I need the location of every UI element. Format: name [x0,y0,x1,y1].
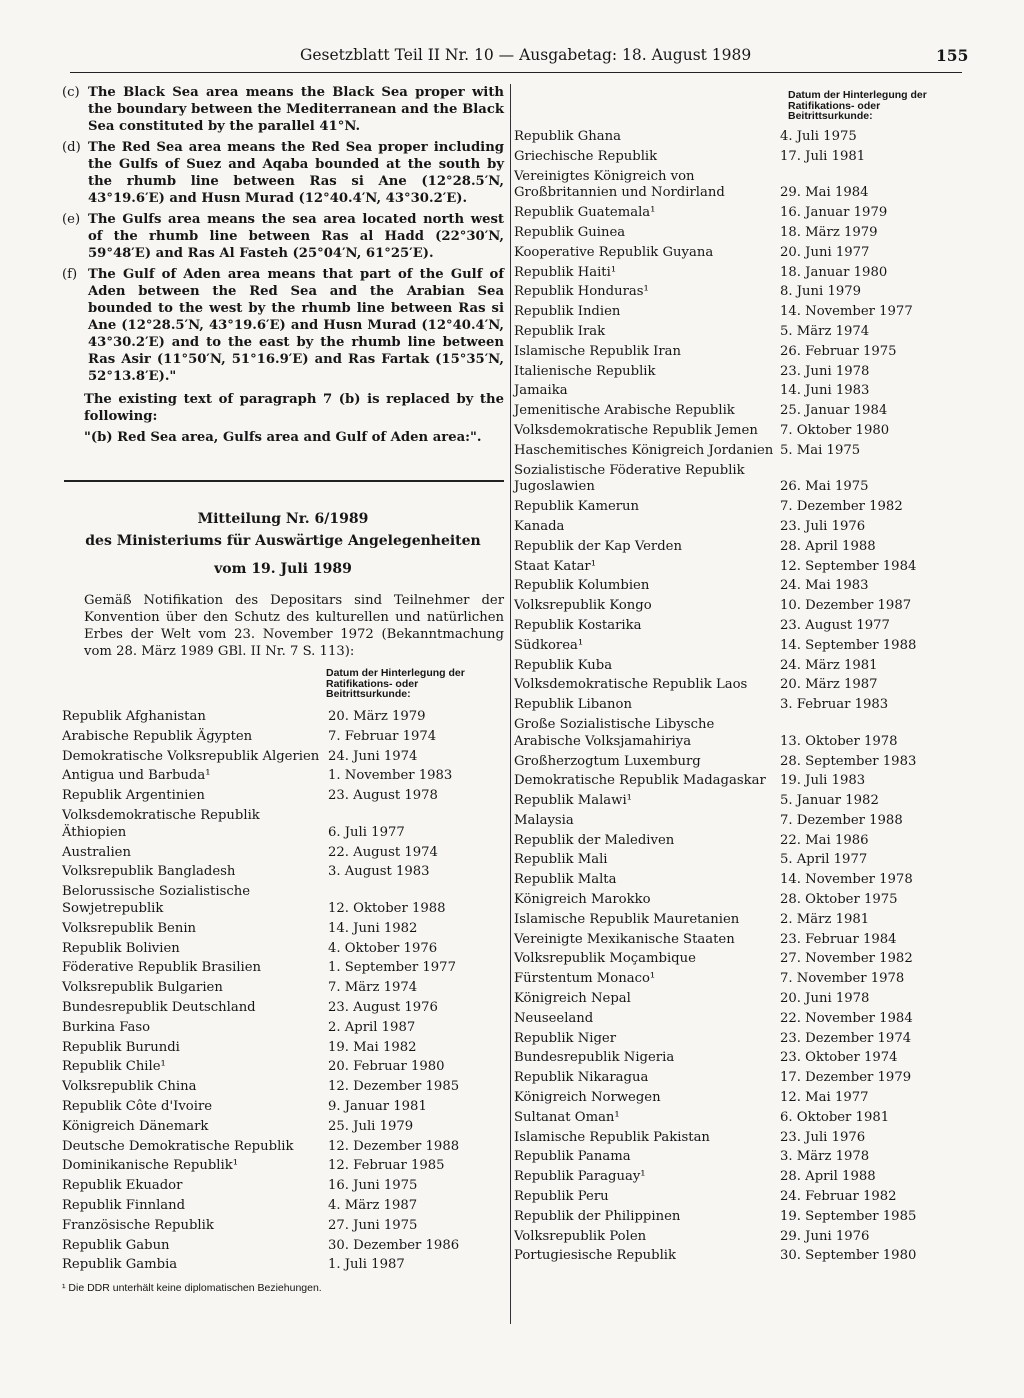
country-name: Arabische Republik Ägypten [62,728,253,744]
table-row [514,715,964,752]
deposit-date: 4. Juli 1975 [780,129,857,144]
deposit-date: 20. Juni 1978 [780,991,870,1007]
deposit-date: 14. Juni 1983 [780,383,870,399]
table-row [62,806,504,843]
country-name: Sultanat Oman¹ [514,1109,620,1125]
table-row [514,402,964,422]
country-name: Königreich Marokko [514,892,651,908]
party-table-right [514,128,964,1267]
country-name: Bundesrepublik Nigeria [514,1050,675,1066]
table-row [514,204,964,224]
table-row [62,1038,504,1058]
deposit-date: 24. Juni 1974 [328,748,418,764]
country-name: Republik Panama [514,1149,631,1165]
deposit-date: 29. Juni 1976 [780,1228,870,1244]
deposit-date: 2. April 1987 [328,1019,416,1035]
country-name: Demokratische Republik Madagaskar [514,773,766,789]
deposit-date: 23. August 1978 [328,788,438,804]
deposit-date: 28. September 1983 [780,753,917,769]
deposit-date: 20. Februar 1980 [328,1059,445,1075]
table-row [62,1157,504,1177]
table-row [514,1128,964,1148]
country-name: Volksrepublik China [62,1079,197,1095]
table-row [514,382,964,402]
country-name: Bundesrepublik Deutschland [62,999,256,1015]
table-row [62,1018,504,1038]
country-name: Volksrepublik Moçambique [514,951,696,967]
table-row [514,1089,964,1109]
country-name: Republik Paraguay¹ [514,1169,646,1185]
country-name: Volksrepublik Polen [514,1228,647,1244]
table-row [62,1216,504,1236]
amendment-text: The Gulf of Aden area means that part of the Gulf of Aden between the Red Sea and the Arabian Sea bounded to the west by the rhumb line between Ras si Ane (12°28.5′N, 43°19.6′E) and Husn Murad (12°40.4′N, 43°30.2′E) and to the east by the rhumb line between Ras Asir (11°50′N, 51°16.9′E) and Ras Fartak (15°35′N, 52°13.8′E)." [88,267,504,384]
table-row [62,979,504,999]
country-name: Portugiesische Republik [514,1248,677,1264]
amendment-d [62,139,504,207]
amendment-text: The Red Sea area means the Red Sea proper including the Gulfs of Suez and Aqaba bounded at the south by the rhumb line between Ras si Ane (12°28.5′N, 43°19.6′E) and Husn Murad (12°40.4′N, 43°30.2′E). [88,140,504,206]
deposit-date: 8. Juni 1979 [780,284,862,300]
deposit-date: 6. Oktober 1981 [780,1109,890,1125]
table-row [62,747,504,767]
country-name: Republik Argentinien [62,788,205,804]
deposit-date: 24. Mai 1983 [780,578,869,594]
deposit-date: 20. Juni 1977 [780,244,870,260]
country-name: Republik Niger [514,1030,617,1046]
table-row [514,831,964,851]
country-name: Republik Chile¹ [62,1059,166,1075]
deposit-date: 3. Februar 1983 [780,697,889,713]
country-name: Demokratische Volksrepublik Algerien [62,748,320,764]
table-row [514,1148,964,1168]
table-row [62,1256,504,1276]
country-name: Dominikanische Republik¹ [62,1158,238,1174]
country-name: Republik Côte d'Ivoire [62,1098,213,1114]
table-row [62,1058,504,1078]
country-name: Italienische Republik [514,363,656,379]
table-row [514,891,964,911]
table-row [514,303,964,323]
country-name: Republik Afghanistan [62,709,206,724]
table-row [514,811,964,831]
header-title: Gesetzblatt Teil II Nr. 10 — Ausgabetag: 18. August 1989 [300,46,752,64]
deposit-date: 7. Februar 1974 [328,728,437,744]
country-name: Großherzogtum Luxemburg [514,753,701,769]
footnote: ¹ Die DDR unterhält keine diplomatischen Beziehungen. [62,1281,322,1294]
header-rule [70,72,962,73]
table-row [514,263,964,283]
deposit-date: 23. Februar 1984 [780,931,897,947]
table-row [62,1137,504,1157]
table-row [62,787,504,807]
country-name: Republik Malta [514,872,617,888]
deposit-date: 14. Juni 1982 [328,920,418,936]
country-name: Republik Malawi¹ [514,793,632,809]
country-name: Volksrepublik Bangladesh [62,864,236,880]
deposit-date: 9. Januar 1981 [328,1098,427,1114]
table-row [514,792,964,812]
table-row [514,362,964,382]
deposit-date: 19. Juli 1983 [780,773,866,789]
country-name: Republik Gabun [62,1237,170,1253]
date-column-header: Datum der Hinterlegung der Ratifikations- oder Beitrittsurkunde: [326,667,465,700]
deposit-date: 25. Juli 1979 [328,1118,414,1134]
deposit-date: 29. Mai 1984 [780,185,869,201]
mitteilung-issuer: des Ministeriums für Auswärtige Angelegenheiten [85,533,481,549]
paragraph-7-text: The existing text of paragraph 7 (b) is replaced by the following: [84,392,504,424]
section-rule [64,480,504,482]
deposit-date: 19. September 1985 [780,1208,917,1224]
table-row [514,441,964,461]
deposit-date: 5. Januar 1982 [780,793,879,809]
table-row [514,910,964,930]
table-row [514,498,964,518]
table-row [514,167,964,204]
deposit-date: 30. Dezember 1986 [328,1237,460,1253]
country-name: Islamische Republik Pakistan [514,1129,710,1145]
deposit-date: 24. März 1981 [780,657,878,673]
country-name: Kooperative Republik Guyana [514,244,714,260]
country-name: Jemenitische Arabische Republik [514,403,735,419]
country-name: Volksdemokratische Republik Laos [514,677,748,693]
country-name: Föderative Republik Brasilien [62,960,262,976]
amendment-e [62,211,504,262]
deposit-date: 16. Januar 1979 [780,205,888,221]
deposit-date: 23. Juli 1976 [780,518,866,534]
table-row [62,863,504,883]
deposit-date: 12. Mai 1977 [780,1090,869,1106]
country-name: Republik Kuba [514,657,613,673]
deposit-date: 7. März 1974 [328,980,418,996]
deposit-date: 12. September 1984 [780,558,917,574]
table-row [514,517,964,537]
table-row [514,656,964,676]
amendment-letter: (d) [62,140,81,155]
deposit-date: 3. August 1983 [328,864,430,880]
deposit-date: 10. Dezember 1987 [780,598,912,614]
country-name: Antigua und Barbuda¹ [62,768,211,784]
table-row [62,959,504,979]
deposit-date: 18. Januar 1980 [780,264,888,280]
country-name: Burkina Faso [62,1019,151,1035]
country-name: Volksrepublik Bulgarien [62,980,223,996]
deposit-date: 17. Dezember 1979 [780,1070,912,1086]
amendment-f [62,266,504,385]
deposit-date: 1. September 1977 [328,960,456,976]
table-row [62,1078,504,1098]
deposit-date: 12. Dezember 1988 [328,1138,460,1154]
table-row [514,147,964,167]
table-row [514,223,964,243]
deposit-date: 12. Februar 1985 [328,1158,445,1174]
country-name: Jamaika [514,383,568,399]
deposit-date: 12. Oktober 1988 [328,900,446,916]
deposit-date: 20. März 1979 [328,709,426,724]
table-row [514,283,964,303]
table-row [514,537,964,557]
deposit-date: 26. Februar 1975 [780,343,897,359]
deposit-date: 28. April 1988 [780,1169,876,1185]
country-name: Republik Honduras¹ [514,284,649,300]
deposit-date: 7. November 1978 [780,971,905,987]
deposit-date: 27. Juni 1975 [328,1217,418,1233]
country-name: Deutsche Demokratische Republik [62,1138,294,1154]
table-row [514,461,964,498]
country-name: Republik Finnland [62,1197,186,1213]
country-name: Vereinigtes Königreich von Großbritannien und Nordirland [514,168,725,201]
country-name: Republik Kostarika [514,617,642,633]
deposit-date: 23. Juli 1976 [780,1129,866,1145]
table-row [514,636,964,656]
country-name: Kanada [514,518,565,534]
country-name: Belorussische Sozialistische Sowjetrepublik [62,884,251,916]
table-row [514,1029,964,1049]
table-row [514,128,964,148]
country-name: Königreich Norwegen [514,1090,661,1106]
deposit-date: 17. Juli 1981 [780,148,866,164]
country-name: Neuseeland [514,1010,594,1026]
table-row [514,1227,964,1247]
country-name: Republik der Philippinen [514,1208,681,1224]
country-name: Fürstentum Monaco¹ [514,971,656,987]
table-row [514,557,964,577]
table-row [62,998,504,1018]
table-row [62,1177,504,1197]
country-name: Haschemitisches Königreich Jordanien [514,442,774,458]
deposit-date: 20. März 1987 [780,677,878,693]
deposit-date: 5. April 1977 [780,852,868,868]
mitteilung-title: Mitteilung Nr. 6/1989 [197,511,369,527]
left-column [62,84,504,1294]
deposit-date: 24. Februar 1982 [780,1189,897,1205]
deposit-date: 19. Mai 1982 [328,1039,417,1055]
country-name: Republik Gambia [62,1257,178,1273]
deposit-date: 3. März 1978 [780,1149,870,1165]
table-row [514,930,964,950]
table-row [62,939,504,959]
table-row [62,843,504,863]
country-name: Republik Bolivien [62,940,180,956]
table-row [62,1117,504,1137]
country-name: Republik Kolumbien [514,578,650,594]
table-row [62,767,504,787]
country-name: Republik der Malediven [514,832,675,848]
country-name: Republik Mali [514,852,608,868]
country-name: Republik Nikaragua [514,1070,649,1086]
country-name: Australien [62,844,131,860]
table-row [514,1168,964,1188]
country-name: Volksrepublik Benin [62,920,197,936]
deposit-date: 22. November 1984 [780,1010,913,1026]
table-row [514,1069,964,1089]
deposit-date: 2. März 1981 [780,911,870,927]
table-row [62,1097,504,1117]
country-name: Sozialistische Föderative Republik Jugoslawien [514,462,745,495]
amendment-letter: (e) [62,212,81,227]
deposit-date: 23. Dezember 1974 [780,1030,912,1046]
deposit-date: 28. Oktober 1975 [780,892,898,908]
table-row [62,727,504,747]
deposit-date: 6. Juli 1977 [328,824,405,840]
amendment-letter: (c) [62,85,80,100]
table-row [514,342,964,362]
deposit-date: 16. Juni 1975 [328,1178,418,1194]
country-name: Griechische Republik [514,148,658,164]
deposit-date: 14. November 1977 [780,304,913,320]
deposit-date: 12. Dezember 1985 [328,1079,460,1095]
country-name: Republik Haiti¹ [514,264,617,280]
deposit-date: 30. September 1980 [780,1248,917,1264]
country-name: Vereinigte Mexikanische Staaten [514,931,735,947]
country-name: Republik Guatemala¹ [514,205,656,221]
table-row [514,322,964,342]
table-row [514,676,964,696]
country-name: Republik Guinea [514,224,626,240]
deposit-date: 7. Dezember 1988 [780,812,903,828]
country-name: Volksdemokratische Republik Jemen [514,422,758,438]
table-row [514,1049,964,1069]
country-name: Malaysia [514,812,574,828]
table-row [514,421,964,441]
table-row [62,708,504,728]
table-row [62,883,504,920]
table-row [514,243,964,263]
country-name: Französische Republik [62,1217,214,1233]
country-name: Südkorea¹ [514,637,584,653]
table-row [514,1188,964,1208]
table-row [514,970,964,990]
page-number: 155 [936,46,969,65]
deposit-date: 14. November 1978 [780,872,913,888]
table-row [62,1236,504,1256]
amendment-text: The Black Sea area means the Black Sea proper with the boundary between the Mediterranean and the Black Sea constituted by the parallel 41°N. [88,85,504,134]
country-name: Republik Ekuador [62,1178,183,1194]
mitteilung-intro: Gemäß Notifikation des Depositars sind Teilnehmer der Konvention über den Schutz des kulturellen und natürlichen Erbes der Welt vom 23. November 1972 (Bekanntmachung vom 28. März 1989 GBl. II Nr. 7 S. 113): [84,593,504,659]
page-header [300,46,990,72]
deposit-date: 22. Mai 1986 [780,832,869,848]
country-name: Republik Irak [514,323,606,339]
deposit-date: 23. Oktober 1974 [780,1050,898,1066]
deposit-date: 14. September 1988 [780,637,917,653]
table-row [514,950,964,970]
country-name: Königreich Dänemark [62,1118,209,1134]
country-name: Islamische Republik Mauretanien [514,911,740,927]
deposit-date: 18. März 1979 [780,224,878,240]
deposit-date: 25. Januar 1984 [780,403,888,419]
deposit-date: 22. August 1974 [328,844,438,860]
deposit-date: 1. November 1983 [328,768,453,784]
country-name: Republik Libanon [514,697,632,713]
table-row [514,871,964,891]
table-row [62,919,504,939]
country-name: Republik Burundi [62,1039,180,1055]
deposit-date: 23. Juni 1978 [780,363,870,379]
table-row [514,1009,964,1029]
table-row [514,1108,964,1128]
country-name: Volksdemokratische Republik Äthiopien [62,807,260,840]
table-row [514,990,964,1010]
deposit-date: 7. Oktober 1980 [780,422,890,438]
deposit-date: 23. August 1977 [780,617,890,633]
table-row [514,616,964,636]
right-column [514,84,964,1267]
mitteilung-date: vom 19. Juli 1989 [214,561,352,577]
country-name: Republik Kamerun [514,499,640,515]
deposit-date: 27. November 1982 [780,951,913,967]
deposit-date: 7. Dezember 1982 [780,499,903,515]
table-row [514,752,964,772]
deposit-date: 13. Oktober 1978 [780,733,898,749]
table-row [514,1247,964,1267]
deposit-date: 26. Mai 1975 [780,479,869,495]
country-name: Staat Katar¹ [514,558,597,574]
deposit-date: 28. April 1988 [780,538,876,554]
table-row [514,851,964,871]
deposit-date: 23. August 1976 [328,999,438,1015]
table-row [514,696,964,716]
country-name: Republik der Kap Verden [514,538,682,554]
table-row [514,772,964,792]
paragraph-7-quote: "(b) Red Sea area, Gulfs area and Gulf of Aden area:". [84,430,482,445]
table-row [514,597,964,617]
party-table-left [62,708,504,1276]
country-name: Republik Ghana [514,129,621,144]
country-name: Republik Peru [514,1189,609,1205]
table-row [514,1207,964,1227]
amendment-c [62,84,504,135]
amendment-letter: (f) [62,267,78,282]
column-divider [510,84,511,1324]
country-name: Islamische Republik Iran [514,343,682,359]
table-row [62,1196,504,1216]
table-row [514,577,964,597]
country-name: Volksrepublik Kongo [514,598,652,614]
country-name: Königreich Nepal [514,991,631,1007]
deposit-date: 5. März 1974 [780,323,870,339]
deposit-date: 1. Juli 1987 [328,1257,405,1273]
date-column-header: Datum der Hinterlegung der Ratifikations- oder Beitrittsurkunde: [788,89,927,122]
amendment-text: The Gulfs area means the sea area located north west of the rhumb line between Ras al Hadd (22°30′N, 59°48′E) and Ras Al Fasteh (25°04′N, 61°25′E). [88,212,504,261]
deposit-date: 5. Mai 1975 [780,442,861,458]
country-name: Republik Indien [514,304,621,320]
deposit-date: 4. Oktober 1976 [328,940,438,956]
country-name: Große Sozialistische Libysche Arabische Volksjamahiriya [514,716,715,749]
deposit-date: 4. März 1987 [328,1197,418,1213]
